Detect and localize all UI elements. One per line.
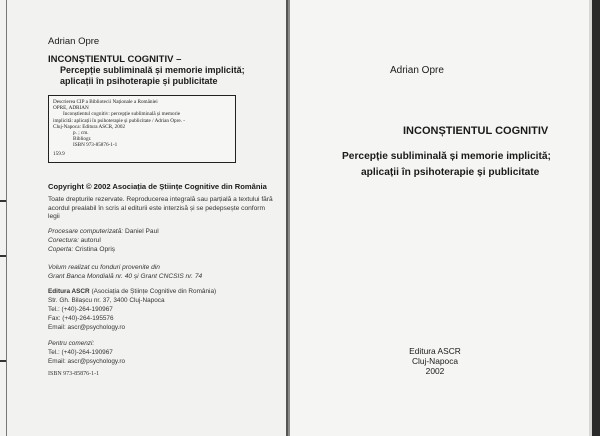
imprint-city: Cluj-Napoca	[411, 356, 459, 366]
author-name: Adrian Opre	[48, 36, 100, 47]
cip-line: Descrierea CIP a Bibliotecii Naționale a României	[53, 99, 158, 105]
cip-line: OPRE, ADRIAN	[53, 105, 89, 112]
credit-cover	[48, 246, 115, 253]
cip-line: p. ; cm.	[73, 130, 89, 137]
scan-margin-line	[6, 0, 7, 436]
book-subtitle-line-1: Percepție subliminală și memorie implicită;	[342, 151, 551, 162]
cip-line: Inconștientul cognitiv: percepție subliminală și memorie	[63, 111, 181, 118]
credit-label: Coperta:	[48, 246, 74, 253]
publisher-fax: Fax: (+40)-264-195576	[48, 315, 114, 322]
book-title: INCONȘTIENTUL COGNITIV	[403, 125, 549, 137]
cip-line: ISBN 973-85876-1-1	[73, 142, 118, 149]
publisher-tel: Tel.: (+40)-264-190967	[48, 306, 113, 313]
orders-label: Pentru comenzi:	[48, 340, 95, 347]
credit-value: Cristina Opriș	[75, 246, 116, 253]
rights-notice: Toate drepturile rezervate. Reproducerea integrală sau parțială a textului fără acordul prealabil în scris al editurii este interzisă și se pedepsește conform legii	[48, 196, 273, 220]
publisher-line	[48, 288, 216, 295]
scan-mark	[0, 360, 6, 362]
publisher-name: Editura ASCR	[48, 288, 90, 295]
credit-processing	[48, 228, 159, 235]
publisher-address: Str. Gh. Bilașcu nr. 37, 3400 Cluj-Napoca	[48, 297, 165, 304]
author-name: Adrian Opre	[390, 65, 444, 76]
cip-line: 159.9	[53, 150, 65, 157]
book-subtitle-line-2: aplicații în psihoterapie și publicitate	[361, 167, 540, 178]
publisher-full-name: (Asociația de Științe Cognitive din România)	[91, 288, 217, 295]
imprint-publisher: Editura ASCR	[409, 346, 461, 356]
book-subtitle-line-2: aplicații în psihoterapie și publicitate	[60, 76, 218, 86]
credit-label: Procesare computerizată:	[48, 228, 124, 235]
book-subtitle-line-1: Percepție subliminală și memorie implicită;	[60, 65, 245, 75]
scan-mark	[0, 200, 6, 202]
copyright-notice: Copyright © 2002 Asociația de Științe Cognitive din România	[48, 182, 267, 191]
orders-tel: Tel.: (+40)-264-190967	[48, 349, 113, 356]
right-page	[290, 0, 590, 436]
publisher-email: Email: ascr@psychology.ro	[48, 324, 126, 331]
book-title: INCONȘTIENTUL COGNITIV –	[48, 54, 182, 65]
cip-line: Cluj-Napoca: Editura ASCR, 2002	[53, 123, 126, 130]
scan-mark	[0, 255, 6, 257]
imprint-year: 2002	[425, 366, 445, 376]
left-page	[0, 0, 288, 436]
scan-border	[592, 0, 600, 436]
cip-record-box	[48, 95, 236, 163]
orders-email: Email: ascr@psychology.ro	[48, 358, 126, 365]
cip-line: Bibliogr.	[73, 136, 92, 143]
funding-line-1: Volum realizat cu fonduri provenite din	[48, 264, 160, 271]
credit-label: Corectura:	[48, 237, 79, 244]
credit-value: autorul	[80, 237, 101, 244]
credit-value: Daniel Paul	[124, 228, 159, 235]
credit-correction	[48, 237, 101, 244]
funding-line-2: Grant Banca Mondială nr. 40 și Grant CNCSIS nr. 74	[48, 273, 203, 280]
isbn: ISBN 973-85876-1-1	[48, 371, 100, 377]
cip-line: implicită: aplicații în psihoterapie și publicitate / Adrian Opre. -	[53, 117, 185, 124]
